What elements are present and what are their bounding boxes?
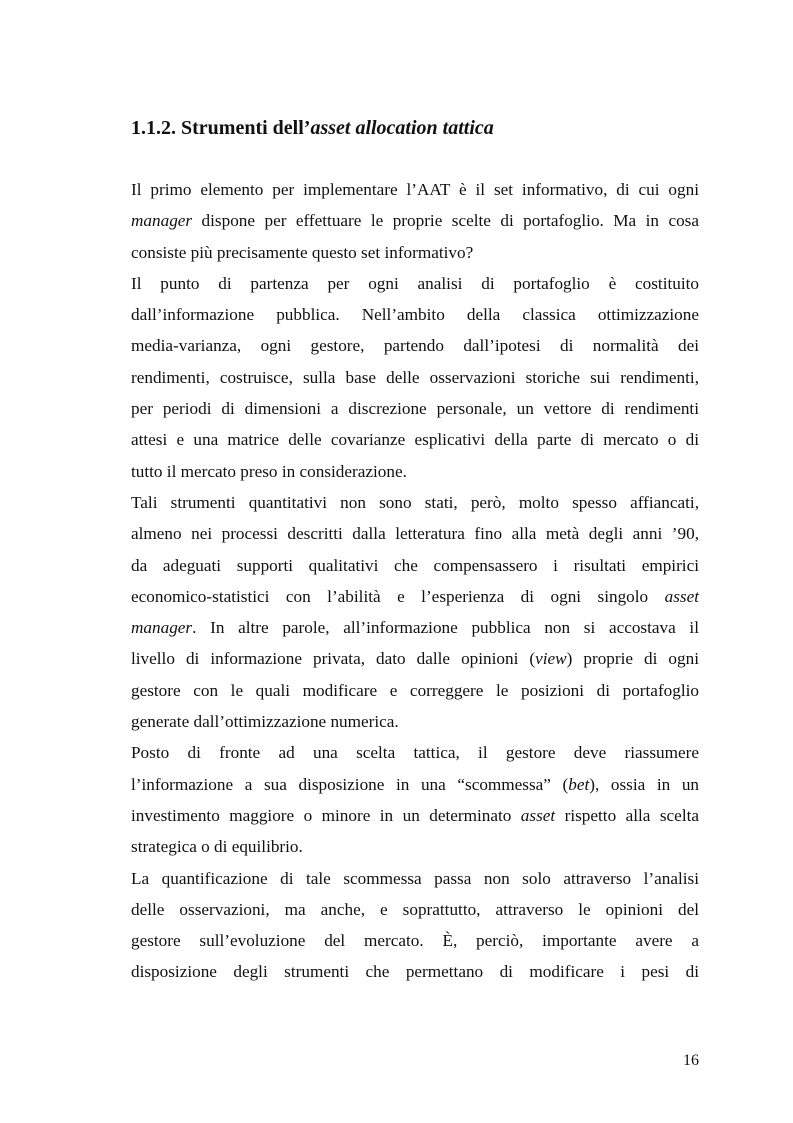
section-heading-italic: asset allocation tattica: [310, 117, 494, 139]
text-segment: ), ossia in un: [589, 774, 700, 794]
text-segment: generate dall’ottimizzazione numerica.: [131, 712, 399, 732]
text-segment: gestore con le quali modificare e correggere le posizioni di portafoglio: [131, 680, 699, 700]
text-line: [131, 174, 699, 205]
text-segment: l’informazione a sua disposizione in una “scommessa” (: [131, 774, 569, 794]
text-segment: da adeguati supporti qualitativi che compensassero i risultati empirici: [131, 555, 699, 575]
italic-term: view: [535, 649, 567, 669]
text-segment: consiste più precisamente questo set informativo?: [131, 242, 474, 262]
text-segment: Il primo elemento per implementare l’AAT è il set informativo, di cui ogni: [131, 180, 699, 199]
text-segment: ) proprie di ogni: [566, 649, 699, 669]
text-segment: economico-statistici con l’abilità e l’esperienza di ogni singolo: [131, 586, 665, 606]
body-text: [131, 174, 699, 988]
italic-term: manager: [131, 211, 193, 231]
text-line: [131, 769, 699, 800]
text-segment: disposizione degli strumenti che permettano di modificare i pesi di: [131, 962, 699, 982]
text-segment: . In altre parole, all’informazione pubblica non si accostava il: [192, 618, 699, 638]
text-segment: strategica o di equilibrio.: [131, 837, 303, 857]
text-line: [131, 831, 699, 862]
text-segment: rendimenti, costruisce, sulla base delle osservazioni storiche sui rendimenti,: [131, 367, 699, 387]
italic-term: asset: [520, 805, 556, 825]
text-line: [131, 800, 699, 831]
text-line: [131, 518, 699, 549]
text-segment: Posto di fronte ad una scelta tattica, il gestore deve riassumere: [131, 743, 699, 763]
text-segment: per periodi di dimensioni a discrezione personale, un vettore di rendimenti: [131, 399, 699, 419]
text-line: [131, 205, 699, 236]
text-line: [131, 362, 699, 393]
text-line: [131, 956, 699, 987]
text-line: [131, 550, 699, 581]
text-line: [131, 424, 699, 455]
text-segment: dall’informazione pubblica. Nell’ambito della classica ottimizzazione: [131, 305, 699, 325]
text-segment: tutto il mercato preso in considerazione.: [131, 461, 407, 481]
text-segment: investimento maggiore o minore in un determinato: [131, 805, 521, 825]
text-line: [131, 581, 699, 612]
text-line: [131, 643, 699, 674]
text-segment: dispone per effettuare le proprie scelte di portafoglio. Ma in cosa: [192, 211, 699, 231]
text-line: [131, 268, 699, 299]
text-segment: Il punto di partenza per ogni analisi di portafoglio è costituito: [131, 273, 699, 293]
text-line: [131, 456, 699, 487]
text-segment: livello di informazione privata, dato dalle opinioni (: [131, 649, 536, 669]
text-segment: delle osservazioni, ma anche, e soprattutto, attraverso le opinioni del: [131, 899, 699, 919]
text-line: [131, 894, 699, 925]
text-line: [131, 487, 699, 518]
text-line: [131, 330, 699, 361]
text-line: [131, 393, 699, 424]
italic-term: manager: [131, 618, 193, 638]
text-segment: Tali strumenti quantitativi non sono stati, però, molto spesso affiancati,: [131, 492, 699, 512]
section-heading-prefix: 1.1.2. Strumenti dell’: [131, 117, 311, 139]
text-segment: gestore sull’evoluzione del mercato. È, perciò, importante avere a: [131, 931, 699, 951]
text-segment: rispetto alla scelta: [555, 805, 699, 825]
text-line: [131, 299, 699, 330]
text-line: [131, 675, 699, 706]
text-line: [131, 612, 699, 643]
section-heading: [131, 114, 494, 142]
text-line: [131, 237, 699, 268]
text-segment: almeno nei processi descritti dalla letteratura fino alla metà degli anni ’90,: [131, 524, 699, 544]
page-number: 16: [683, 1052, 699, 1069]
text-segment: La quantificazione di tale scommessa passa non solo attraverso l’analisi: [131, 868, 699, 888]
text-line: [131, 925, 699, 956]
text-line: [131, 863, 699, 894]
italic-term: bet: [568, 774, 590, 794]
text-line: [131, 706, 699, 737]
text-line: [131, 737, 699, 768]
text-segment: attesi e una matrice delle covarianze esplicativi della parte di mercato o di: [131, 430, 699, 450]
text-segment: media-varianza, ogni gestore, partendo dall’ipotesi di normalità dei: [131, 336, 699, 356]
italic-term: asset: [664, 586, 699, 606]
